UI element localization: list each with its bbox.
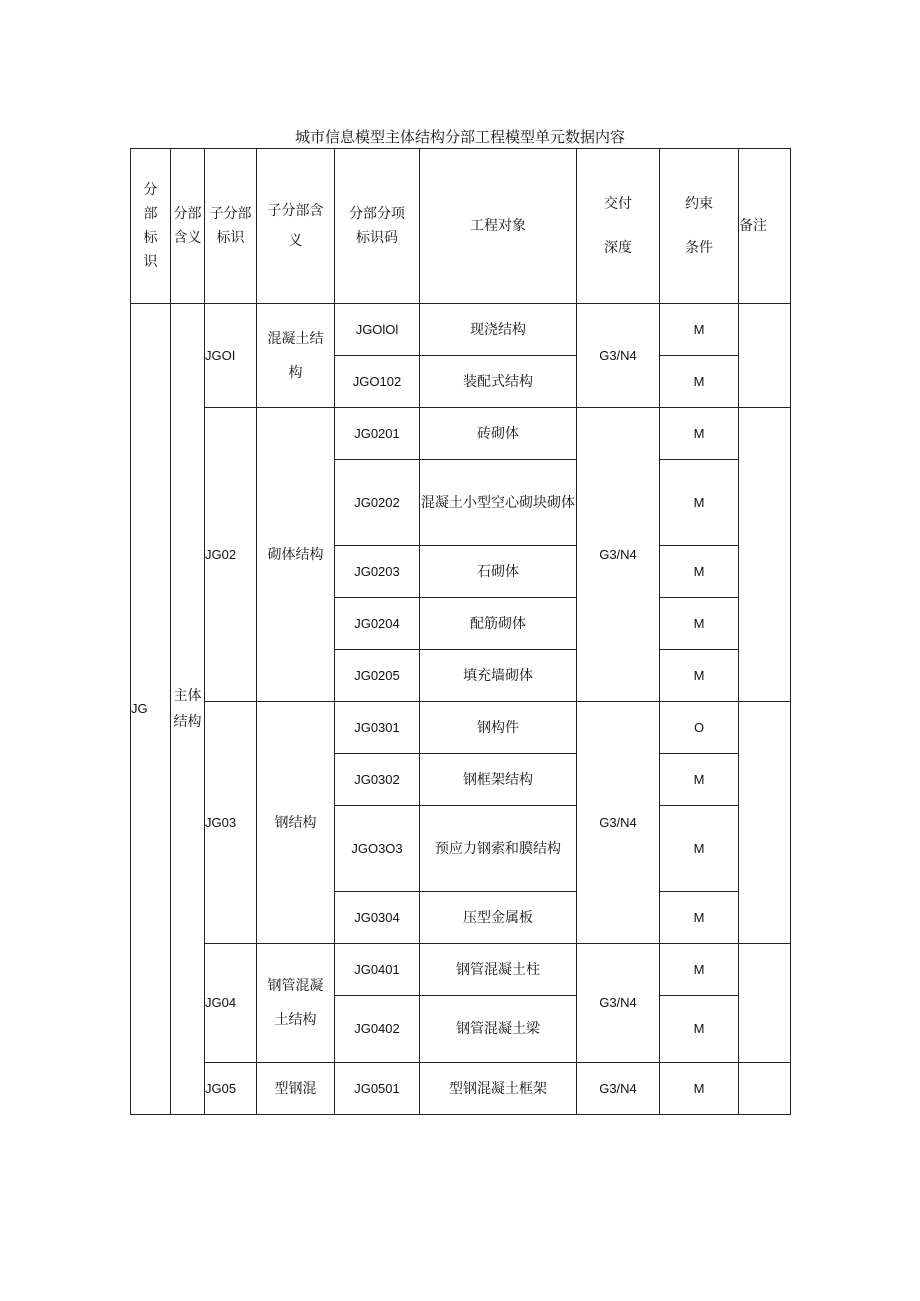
object-cell: 钢构件 <box>420 702 577 754</box>
subdivision-id-cell: JG05 <box>205 1063 257 1115</box>
remarks-cell <box>739 702 791 944</box>
header-delivery-depth: 交付深度 <box>577 149 660 304</box>
constraint-cell: M <box>660 806 739 892</box>
object-cell: 现浇结构 <box>420 304 577 356</box>
item-code-cell: JGOlOl <box>335 304 420 356</box>
item-code-cell: JG0201 <box>335 408 420 460</box>
object-cell: 压型金属板 <box>420 892 577 944</box>
subdivision-id-cell: JG04 <box>205 944 257 1063</box>
delivery-depth-cell: G3/N4 <box>577 408 660 702</box>
header-remarks: 备注 <box>739 149 791 304</box>
subdivision-id-cell: JG02 <box>205 408 257 702</box>
constraint-cell: M <box>660 546 739 598</box>
item-code-cell: JG0304 <box>335 892 420 944</box>
object-cell: 装配式结构 <box>420 356 577 408</box>
division-meaning-cell: 主体结构 <box>171 304 205 1115</box>
constraint-cell: M <box>660 754 739 806</box>
constraint-cell: M <box>660 650 739 702</box>
table-row <box>131 304 791 356</box>
object-cell: 钢框架结构 <box>420 754 577 806</box>
subdivision-id-cell: JGOI <box>205 304 257 408</box>
table-row <box>131 408 791 460</box>
item-code-cell: JG0204 <box>335 598 420 650</box>
item-code-cell: JG0205 <box>335 650 420 702</box>
item-code-cell: JG0401 <box>335 944 420 996</box>
delivery-depth-cell: G3/N4 <box>577 702 660 944</box>
constraint-cell: M <box>660 1063 739 1115</box>
table-row <box>131 1063 791 1115</box>
remarks-cell <box>739 1063 791 1115</box>
model-unit-data-table <box>130 148 791 1115</box>
document-title: 城市信息模型主体结构分部工程模型单元数据内容 <box>294 128 625 146</box>
constraint-cell: M <box>660 944 739 996</box>
object-cell: 填充墙砌体 <box>420 650 577 702</box>
item-code-cell: JGO3O3 <box>335 806 420 892</box>
subdivision-id-cell: JG03 <box>205 702 257 944</box>
subdivision-meaning-cell: 型钢混 <box>257 1063 335 1115</box>
table-row <box>131 702 791 754</box>
constraint-cell: M <box>660 304 739 356</box>
header-division-id: 分部标识 <box>131 149 171 304</box>
item-code-cell: JG0402 <box>335 996 420 1063</box>
item-code-cell: JG0203 <box>335 546 420 598</box>
header-row <box>131 149 791 304</box>
delivery-depth-cell: G3/N4 <box>577 304 660 408</box>
header-division-meaning: 分部含义 <box>171 149 205 304</box>
header-engineering-object: 工程对象 <box>420 149 577 304</box>
division-id-cell: JG <box>131 304 171 1115</box>
delivery-depth-cell: G3/N4 <box>577 944 660 1063</box>
object-cell: 预应力钢索和膜结构 <box>420 806 577 892</box>
object-cell: 配筋砌体 <box>420 598 577 650</box>
header-subdivision-meaning: 子分部含义 <box>257 149 335 304</box>
item-code-cell: JGO102 <box>335 356 420 408</box>
constraint-cell: O <box>660 702 739 754</box>
item-code-cell: JG0302 <box>335 754 420 806</box>
table-row <box>131 944 791 996</box>
item-code-cell: JG0301 <box>335 702 420 754</box>
header-item-code: 分部分项标识码 <box>335 149 420 304</box>
constraint-cell: M <box>660 356 739 408</box>
subdivision-meaning-cell: 砌体结构 <box>257 408 335 702</box>
item-code-cell: JG0202 <box>335 460 420 546</box>
object-cell: 钢管混凝土柱 <box>420 944 577 996</box>
remarks-cell <box>739 304 791 408</box>
remarks-cell <box>739 944 791 1063</box>
object-cell: 砖砌体 <box>420 408 577 460</box>
item-code-cell: JG0501 <box>335 1063 420 1115</box>
object-cell: 型钢混凝土框架 <box>420 1063 577 1115</box>
object-cell: 钢管混凝土梁 <box>420 996 577 1063</box>
object-cell: 石砌体 <box>420 546 577 598</box>
header-subdivision-id: 子分部标识 <box>205 149 257 304</box>
remarks-cell <box>739 408 791 702</box>
subdivision-meaning-cell: 钢管混凝土结构 <box>257 944 335 1063</box>
constraint-cell: M <box>660 996 739 1063</box>
constraint-cell: M <box>660 460 739 546</box>
subdivision-meaning-cell: 钢结构 <box>257 702 335 944</box>
object-cell: 混凝土小型空心砌块砌体 <box>420 460 577 546</box>
subdivision-meaning-cell: 混凝土结构 <box>257 304 335 408</box>
constraint-cell: M <box>660 892 739 944</box>
delivery-depth-cell: G3/N4 <box>577 1063 660 1115</box>
constraint-cell: M <box>660 598 739 650</box>
constraint-cell: M <box>660 408 739 460</box>
header-constraint: 约束条件 <box>660 149 739 304</box>
